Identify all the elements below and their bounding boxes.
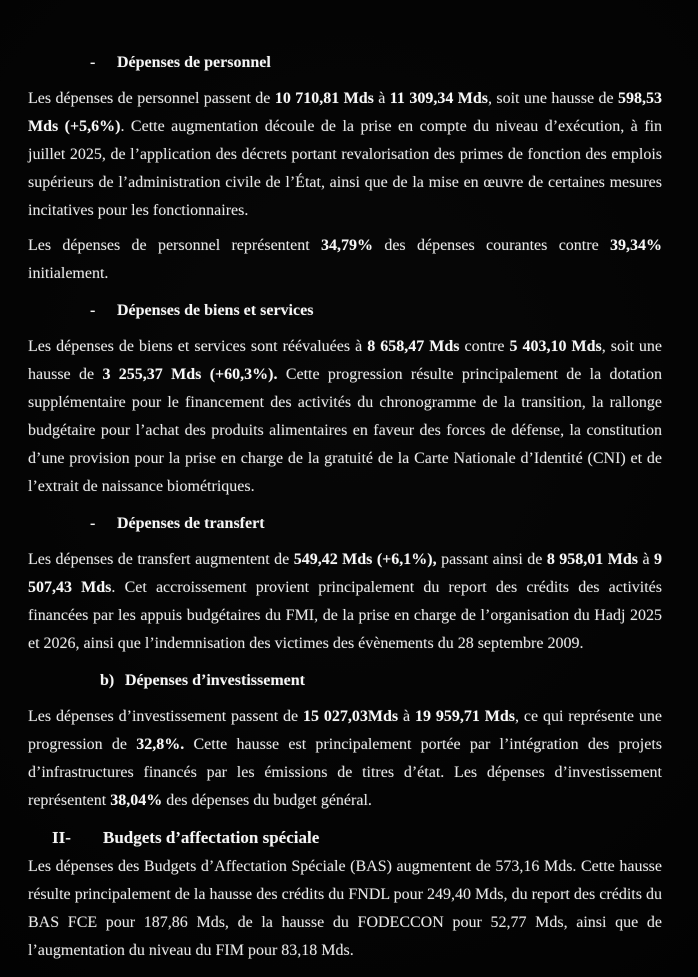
text-run: passant ainsi de <box>436 551 547 568</box>
text-run: Les dépenses de biens et services sont réévaluées à <box>28 338 368 355</box>
section-heading-9 <box>28 824 662 852</box>
bold-text-run: 11 309,34 Mds <box>389 90 488 107</box>
text-run: initialement. <box>28 265 109 282</box>
bold-text-run: 8 958,01 Mds <box>546 551 638 568</box>
bold-text-run: 3 255,37 Mds (+60,3%). <box>102 366 278 383</box>
section-heading-5 <box>28 510 662 538</box>
heading-bullet: II- <box>52 828 71 847</box>
bold-text-run: 39,34% <box>610 237 662 254</box>
section-heading-7 <box>28 667 662 695</box>
heading-text: Dépenses de transfert <box>117 515 265 532</box>
bold-text-run: 19 959,71 Mds <box>415 708 515 725</box>
text-run: des dépenses du budget général. <box>162 792 372 809</box>
heading-text: Dépenses d’investissement <box>125 672 305 689</box>
body-paragraph-4 <box>28 333 662 501</box>
text-run: Les dépenses de personnel représentent <box>28 237 321 254</box>
text-run: Les dépenses de transfert augmentent de <box>28 551 294 568</box>
text-run: . Cet accroissement provient principalement du report des crédits des activités financées par les appuis budgétaires du FMI, de la prise en charge de l’organisation du Hadj 2025 et 2026, ainsi que l’indemnisation des victimes des évènements du 28 septembre 2009. <box>28 579 662 652</box>
heading-text: Budgets d’affectation spéciale <box>103 828 320 847</box>
body-paragraph-2 <box>28 232 662 288</box>
bold-text-run: 5 403,10 Mds <box>509 338 602 355</box>
heading-bullet: - <box>90 302 96 319</box>
section-heading-0 <box>28 49 662 77</box>
heading-bullet: b) <box>100 672 115 689</box>
bold-text-run: 9 507,43 Mds <box>28 551 663 596</box>
text-run: , soit une hausse de <box>28 338 663 383</box>
heading-text: Dépenses de biens et services <box>117 302 314 319</box>
body-paragraph-6 <box>28 546 662 658</box>
text-run: à <box>373 90 390 107</box>
text-run: Les dépenses des Budgets d’Affectation Spéciale (BAS) augmentent de 573,16 Mds. Cette hausse résulte principalement de la hausse des crédits du FNDL pour 249,40 Mds, du report des crédits du BAS FCE pour 187,86 Mds, de la hausse du FODECCON pour 52,77 Mds, ainsi que de l’augmentation du niveau du FIM pour 83,18 Mds. <box>28 858 662 959</box>
text-run: . Cette augmentation découle de la prise en compte du niveau d’exécution, à fin juillet 2025, de l’application des décrets portant revalorisation des primes de fonction des emplois supérieurs de l’administration civile de l’État, ainsi que de la mise en œuvre de certaines mesures incitatives pour les fonctionnaires. <box>28 118 663 219</box>
text-run: Les dépenses de personnel passent de <box>28 90 275 107</box>
section-heading-3 <box>28 297 662 325</box>
body-paragraph-10 <box>28 853 662 965</box>
bold-text-run: 10 710,81 Mds <box>274 90 374 107</box>
text-run: , soit une hausse de <box>487 90 618 107</box>
text-run: Cette progression résulte principalement de la dotation supplémentaire pour le financement des activités du chronogramme de la transition, la rallonge budgétaire pour l’achat des produits alimentaires en faveur des forces de défense, la constitution d’une provision pour la prise en charge de la gratuité de la Carte Nationale d’Identité (CNI) et de l’extrait de naissance biométriques. <box>28 366 662 495</box>
body-paragraph-8 <box>28 703 662 815</box>
heading-bullet: - <box>90 515 96 532</box>
bold-text-run: 38,04% <box>110 792 163 809</box>
bold-text-run: 32,8%. <box>136 736 185 753</box>
text-run: , ce qui représente une progression de <box>28 708 663 753</box>
bold-text-run: 549,42 Mds (+6,1%), <box>293 551 437 568</box>
text-run: à <box>638 551 655 568</box>
text-run: Cette hausse est principalement portée par l’intégration des projets d’infrastructures financés par les émissions de titres d’état. Les dépenses d’investissement représentent <box>28 736 662 809</box>
bold-text-run: 8 658,47 Mds <box>367 338 460 355</box>
text-run: Les dépenses d’investissement passent de <box>28 708 304 725</box>
text-run: contre <box>459 338 510 355</box>
heading-text: Dépenses de personnel <box>117 54 271 71</box>
text-run: à <box>398 708 415 725</box>
bold-text-run: 15 027,03Mds <box>303 708 399 725</box>
bold-text-run: 34,79% <box>320 237 373 254</box>
heading-bullet: - <box>90 54 96 71</box>
text-run: des dépenses courantes contre <box>372 237 610 254</box>
bold-text-run: 598,53 Mds (+5,6%) <box>28 90 662 135</box>
body-paragraph-1 <box>28 85 662 225</box>
